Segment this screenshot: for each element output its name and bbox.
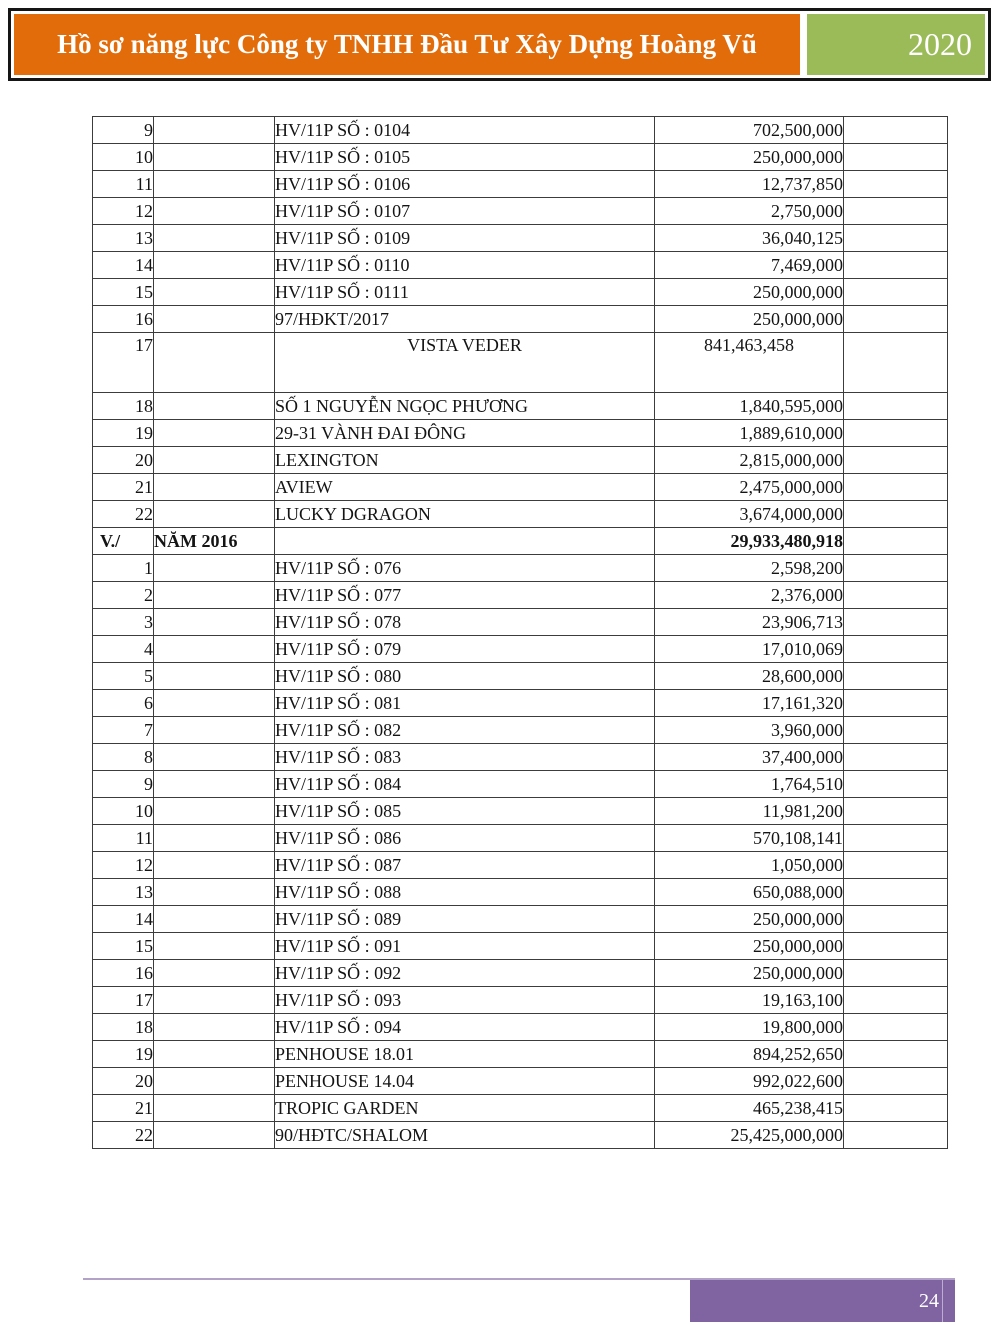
- label-cell: [154, 960, 275, 987]
- header-banner: [8, 8, 991, 81]
- description-cell: HV/11P SỐ : 0111: [275, 279, 655, 306]
- amount-cell: 2,376,000: [655, 582, 844, 609]
- table-row: [93, 252, 948, 279]
- label-cell: [154, 582, 275, 609]
- table-row: [93, 1014, 948, 1041]
- label-cell: [154, 636, 275, 663]
- amount-cell: 1,050,000: [655, 852, 844, 879]
- row-number-cell: 10: [93, 144, 154, 171]
- description-cell: HV/11P SỐ : 089: [275, 906, 655, 933]
- row-number-cell: 9: [93, 771, 154, 798]
- description-cell: HV/11P SỐ : 0106: [275, 171, 655, 198]
- table-row: [93, 663, 948, 690]
- header-year: 2020: [908, 26, 972, 62]
- row-number-cell: 7: [93, 717, 154, 744]
- extra-cell: [844, 501, 948, 528]
- extra-cell: [844, 933, 948, 960]
- label-cell: [154, 717, 275, 744]
- table-row: [93, 690, 948, 717]
- label-cell: [154, 171, 275, 198]
- label-cell: [154, 663, 275, 690]
- label-cell: [154, 933, 275, 960]
- extra-cell: [844, 420, 948, 447]
- amount-cell: 841,463,458: [655, 333, 844, 393]
- description-cell: PENHOUSE 18.01: [275, 1041, 655, 1068]
- row-number-cell: 12: [93, 198, 154, 225]
- extra-cell: [844, 879, 948, 906]
- description-cell: 90/HĐTC/SHALOM: [275, 1122, 655, 1149]
- extra-cell: [844, 144, 948, 171]
- label-cell: [154, 225, 275, 252]
- table-row: [93, 798, 948, 825]
- amount-cell: 2,598,200: [655, 555, 844, 582]
- extra-cell: [844, 636, 948, 663]
- description-cell: HV/11P SỐ : 084: [275, 771, 655, 798]
- table-row: [93, 171, 948, 198]
- label-cell: [154, 825, 275, 852]
- description-cell: HV/11P SỐ : 0110: [275, 252, 655, 279]
- row-number-cell: 8: [93, 744, 154, 771]
- row-number-cell: 19: [93, 420, 154, 447]
- label-cell: [154, 879, 275, 906]
- row-number-cell: 19: [93, 1041, 154, 1068]
- description-cell: HV/11P SỐ : 091: [275, 933, 655, 960]
- table-row: [93, 1095, 948, 1122]
- description-cell: HV/11P SỐ : 0107: [275, 198, 655, 225]
- amount-cell: 702,500,000: [655, 117, 844, 144]
- extra-cell: [844, 333, 948, 393]
- row-number-cell: 20: [93, 447, 154, 474]
- extra-cell: [844, 744, 948, 771]
- page-number: 24: [919, 1289, 939, 1312]
- label-cell: [154, 117, 275, 144]
- amount-cell: 1,889,610,000: [655, 420, 844, 447]
- row-number-cell: 21: [93, 474, 154, 501]
- extra-cell: [844, 582, 948, 609]
- amount-cell: 17,161,320: [655, 690, 844, 717]
- table-row: [93, 333, 948, 393]
- extra-cell: [844, 306, 948, 333]
- extra-cell: [844, 987, 948, 1014]
- table-row: [93, 447, 948, 474]
- row-number-cell: 18: [93, 393, 154, 420]
- amount-cell: 7,469,000: [655, 252, 844, 279]
- amount-cell: 894,252,650: [655, 1041, 844, 1068]
- table-row: [93, 279, 948, 306]
- extra-cell: [844, 279, 948, 306]
- description-cell: 29-31 VÀNH ĐAI ĐÔNG: [275, 420, 655, 447]
- table-row: [93, 879, 948, 906]
- extra-cell: [844, 1041, 948, 1068]
- label-cell: [154, 609, 275, 636]
- amount-cell: 570,108,141: [655, 825, 844, 852]
- label-cell: [154, 144, 275, 171]
- table-row: [93, 1068, 948, 1095]
- label-cell: [154, 474, 275, 501]
- extra-cell: [844, 198, 948, 225]
- label-cell: [154, 393, 275, 420]
- amount-cell: 2,815,000,000: [655, 447, 844, 474]
- description-cell: HV/11P SỐ : 078: [275, 609, 655, 636]
- table-row: [93, 1041, 948, 1068]
- table-row: [93, 117, 948, 144]
- table-row: [93, 960, 948, 987]
- amount-cell: 465,238,415: [655, 1095, 844, 1122]
- description-cell: PENHOUSE 14.04: [275, 1068, 655, 1095]
- amount-cell: 250,000,000: [655, 144, 844, 171]
- description-cell: HV/11P SỐ : 087: [275, 852, 655, 879]
- row-number-cell: 21: [93, 1095, 154, 1122]
- amount-cell: 3,960,000: [655, 717, 844, 744]
- description-cell: HV/11P SỐ : 079: [275, 636, 655, 663]
- label-cell: [154, 771, 275, 798]
- amount-cell: 650,088,000: [655, 879, 844, 906]
- label-cell: [154, 420, 275, 447]
- row-number-cell: 3: [93, 609, 154, 636]
- table-row: [93, 501, 948, 528]
- amount-cell: 2,475,000,000: [655, 474, 844, 501]
- label-cell: [154, 798, 275, 825]
- amount-cell: 11,981,200: [655, 798, 844, 825]
- row-number-cell: 15: [93, 279, 154, 306]
- table-row: [93, 306, 948, 333]
- amount-cell: 36,040,125: [655, 225, 844, 252]
- row-number-cell: 15: [93, 933, 154, 960]
- label-cell: [154, 906, 275, 933]
- table-row: [93, 609, 948, 636]
- row-number-cell: 22: [93, 501, 154, 528]
- label-cell: [154, 1014, 275, 1041]
- extra-cell: [844, 252, 948, 279]
- table-row: [93, 420, 948, 447]
- description-cell: HV/11P SỐ : 076: [275, 555, 655, 582]
- row-number-cell: 9: [93, 117, 154, 144]
- table-row: [93, 225, 948, 252]
- label-cell: [154, 1122, 275, 1149]
- row-number-cell: 10: [93, 798, 154, 825]
- row-number-cell: 13: [93, 225, 154, 252]
- table-row: [93, 144, 948, 171]
- description-cell: LUCKY DGRAGON: [275, 501, 655, 528]
- description-cell: HV/11P SỐ : 088: [275, 879, 655, 906]
- table-row: [93, 906, 948, 933]
- page-box-accent-line: [942, 1280, 943, 1322]
- table-row: [93, 393, 948, 420]
- label-cell: [154, 306, 275, 333]
- row-number-cell: 11: [93, 825, 154, 852]
- label-cell: [154, 555, 275, 582]
- label-cell: [154, 690, 275, 717]
- table-row: [93, 717, 948, 744]
- amount-cell: 25,425,000,000: [655, 1122, 844, 1149]
- description-cell: HV/11P SỐ : 082: [275, 717, 655, 744]
- extra-cell: [844, 960, 948, 987]
- extra-cell: [844, 1095, 948, 1122]
- row-number-cell: 4: [93, 636, 154, 663]
- label-cell: [154, 198, 275, 225]
- amount-cell: 1,764,510: [655, 771, 844, 798]
- extra-cell: [844, 663, 948, 690]
- label-cell: [154, 1095, 275, 1122]
- label-cell: [154, 252, 275, 279]
- row-number-cell: 2: [93, 582, 154, 609]
- row-number-cell: 6: [93, 690, 154, 717]
- extra-cell: [844, 225, 948, 252]
- description-cell: HV/11P SỐ : 094: [275, 1014, 655, 1041]
- amount-cell: 250,000,000: [655, 906, 844, 933]
- description-cell: HV/11P SỐ : 093: [275, 987, 655, 1014]
- header-title-box: [14, 14, 800, 75]
- contracts-table: [92, 116, 948, 1149]
- label-cell: [154, 333, 275, 393]
- extra-cell: [844, 528, 948, 555]
- table-row: [93, 474, 948, 501]
- description-cell: [275, 528, 655, 555]
- label-cell: [154, 852, 275, 879]
- extra-cell: [844, 171, 948, 198]
- amount-cell: 17,010,069: [655, 636, 844, 663]
- table-row: [93, 1122, 948, 1149]
- amount-cell: 28,600,000: [655, 663, 844, 690]
- label-cell: [154, 279, 275, 306]
- table-row: [93, 555, 948, 582]
- description-cell: HV/11P SỐ : 077: [275, 582, 655, 609]
- label-cell: [154, 1041, 275, 1068]
- table-row: [93, 744, 948, 771]
- table-row: [93, 636, 948, 663]
- row-number-cell: 18: [93, 1014, 154, 1041]
- row-number-cell: 17: [93, 333, 154, 393]
- row-number-cell: 22: [93, 1122, 154, 1149]
- label-cell: [154, 447, 275, 474]
- amount-cell: 23,906,713: [655, 609, 844, 636]
- description-cell: HV/11P SỐ : 0104: [275, 117, 655, 144]
- row-number-cell: 14: [93, 906, 154, 933]
- amount-cell: 29,933,480,918: [655, 528, 844, 555]
- table-row: [93, 852, 948, 879]
- extra-cell: [844, 717, 948, 744]
- amount-cell: 19,800,000: [655, 1014, 844, 1041]
- row-number-cell: 16: [93, 306, 154, 333]
- description-cell: HV/11P SỐ : 080: [275, 663, 655, 690]
- label-cell: [154, 987, 275, 1014]
- row-number-cell: 17: [93, 987, 154, 1014]
- label-cell: [154, 744, 275, 771]
- table-row: [93, 582, 948, 609]
- header-year-box: [807, 14, 985, 75]
- extra-cell: [844, 771, 948, 798]
- amount-cell: 19,163,100: [655, 987, 844, 1014]
- extra-cell: [844, 474, 948, 501]
- extra-cell: [844, 798, 948, 825]
- label-cell: NĂM 2016: [154, 528, 275, 555]
- table-row: [93, 528, 948, 555]
- description-cell: HV/11P SỐ : 092: [275, 960, 655, 987]
- description-cell: AVIEW: [275, 474, 655, 501]
- extra-cell: [844, 1014, 948, 1041]
- description-cell: HV/11P SỐ : 0105: [275, 144, 655, 171]
- row-number-cell: 16: [93, 960, 154, 987]
- row-number-cell: 14: [93, 252, 154, 279]
- description-cell: HV/11P SỐ : 083: [275, 744, 655, 771]
- row-number-cell: 20: [93, 1068, 154, 1095]
- row-number-cell: 1: [93, 555, 154, 582]
- amount-cell: 992,022,600: [655, 1068, 844, 1095]
- row-number-cell: V./: [93, 528, 154, 555]
- extra-cell: [844, 852, 948, 879]
- description-cell: LEXINGTON: [275, 447, 655, 474]
- extra-cell: [844, 906, 948, 933]
- extra-cell: [844, 1068, 948, 1095]
- label-cell: [154, 1068, 275, 1095]
- row-number-cell: 5: [93, 663, 154, 690]
- page-number-box: [690, 1280, 955, 1322]
- extra-cell: [844, 825, 948, 852]
- document-title: Hồ sơ năng lực Công ty TNHH Đầu Tư Xây Dựng Hoàng Vũ: [57, 29, 757, 59]
- amount-cell: 1,840,595,000: [655, 393, 844, 420]
- table-row: [93, 825, 948, 852]
- extra-cell: [844, 117, 948, 144]
- description-cell: HV/11P SỐ : 081: [275, 690, 655, 717]
- description-cell: SỐ 1 NGUYỄN NGỌC PHƯƠNG: [275, 393, 655, 420]
- description-cell: VISTA VEDER: [275, 333, 655, 393]
- extra-cell: [844, 690, 948, 717]
- row-number-cell: 13: [93, 879, 154, 906]
- description-cell: TROPIC GARDEN: [275, 1095, 655, 1122]
- extra-cell: [844, 447, 948, 474]
- amount-cell: 12,737,850: [655, 171, 844, 198]
- table-row: [93, 771, 948, 798]
- amount-cell: 37,400,000: [655, 744, 844, 771]
- extra-cell: [844, 555, 948, 582]
- amount-cell: 250,000,000: [655, 306, 844, 333]
- extra-cell: [844, 609, 948, 636]
- extra-cell: [844, 393, 948, 420]
- table-row: [93, 987, 948, 1014]
- table-row: [93, 198, 948, 225]
- table-row: [93, 933, 948, 960]
- label-cell: [154, 501, 275, 528]
- description-cell: HV/11P SỐ : 0109: [275, 225, 655, 252]
- amount-cell: 2,750,000: [655, 198, 844, 225]
- row-number-cell: 12: [93, 852, 154, 879]
- amount-cell: 3,674,000,000: [655, 501, 844, 528]
- amount-cell: 250,000,000: [655, 279, 844, 306]
- description-cell: HV/11P SỐ : 085: [275, 798, 655, 825]
- description-cell: 97/HĐKT/2017: [275, 306, 655, 333]
- amount-cell: 250,000,000: [655, 933, 844, 960]
- row-number-cell: 11: [93, 171, 154, 198]
- extra-cell: [844, 1122, 948, 1149]
- description-cell: HV/11P SỐ : 086: [275, 825, 655, 852]
- amount-cell: 250,000,000: [655, 960, 844, 987]
